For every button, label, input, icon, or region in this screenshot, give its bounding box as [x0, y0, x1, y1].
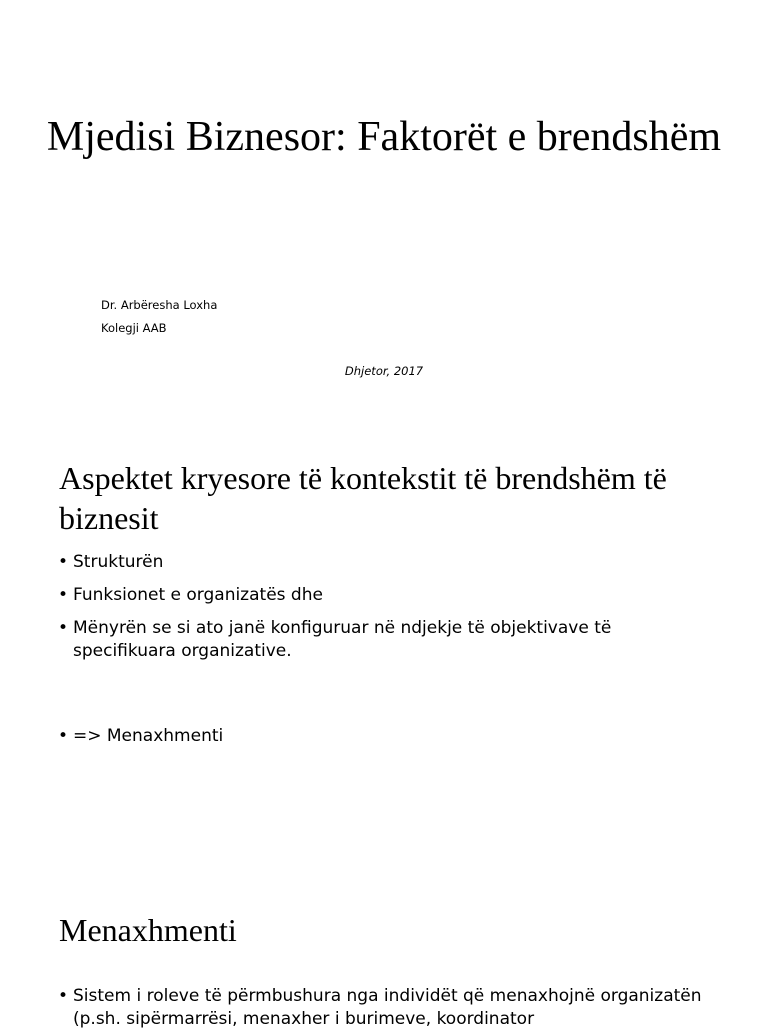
- bullet-item: [58, 551, 718, 574]
- bullet-text: Mënyrën se si ato janë konfiguruar në ndjekje të objektivave të specifikuara organizative.: [73, 618, 612, 661]
- bullet-item: [58, 985, 718, 1031]
- bullet-text: Strukturën: [73, 552, 164, 572]
- presentation-date: Dhjetor, 2017: [344, 364, 424, 378]
- bullet-list: [58, 551, 718, 748]
- author-name: Dr. Arbëresha Loxha: [101, 298, 218, 312]
- bullet-item: [58, 584, 718, 607]
- institution-name: Kolegji AAB: [101, 321, 167, 335]
- bullet-text: Funksionet e organizatës dhe: [73, 585, 323, 605]
- bullet-text: => Menaxhmenti: [73, 726, 224, 746]
- bullet-point-icon: •: [58, 986, 69, 1006]
- bullet-point-icon: •: [58, 618, 69, 638]
- bullet-list: [58, 985, 718, 1031]
- content-slide-management: [0, 864, 768, 1029]
- bullet-point-icon: •: [58, 726, 69, 746]
- bullet-point-icon: •: [58, 585, 69, 605]
- slide-heading: Aspektet kryesore të kontekstit të brendshëm të biznesit: [59, 460, 667, 536]
- bullet-item: [58, 725, 718, 748]
- title-slide: [0, 0, 768, 432]
- content-slide-aspects: [0, 432, 768, 864]
- bullet-point-icon: •: [58, 552, 69, 572]
- bullet-item: [58, 617, 718, 663]
- bullet-text: Sistem i roleve të përmbushura nga individët që menaxhojnë organizatën (p.sh. sipërmarrësi, menaxher i burimeve, koordinator: [73, 986, 702, 1029]
- slide-title: Mjedisi Biznesor: Faktorët e brendshëm: [46, 114, 722, 160]
- slide-heading: Menaxhmenti: [59, 912, 237, 948]
